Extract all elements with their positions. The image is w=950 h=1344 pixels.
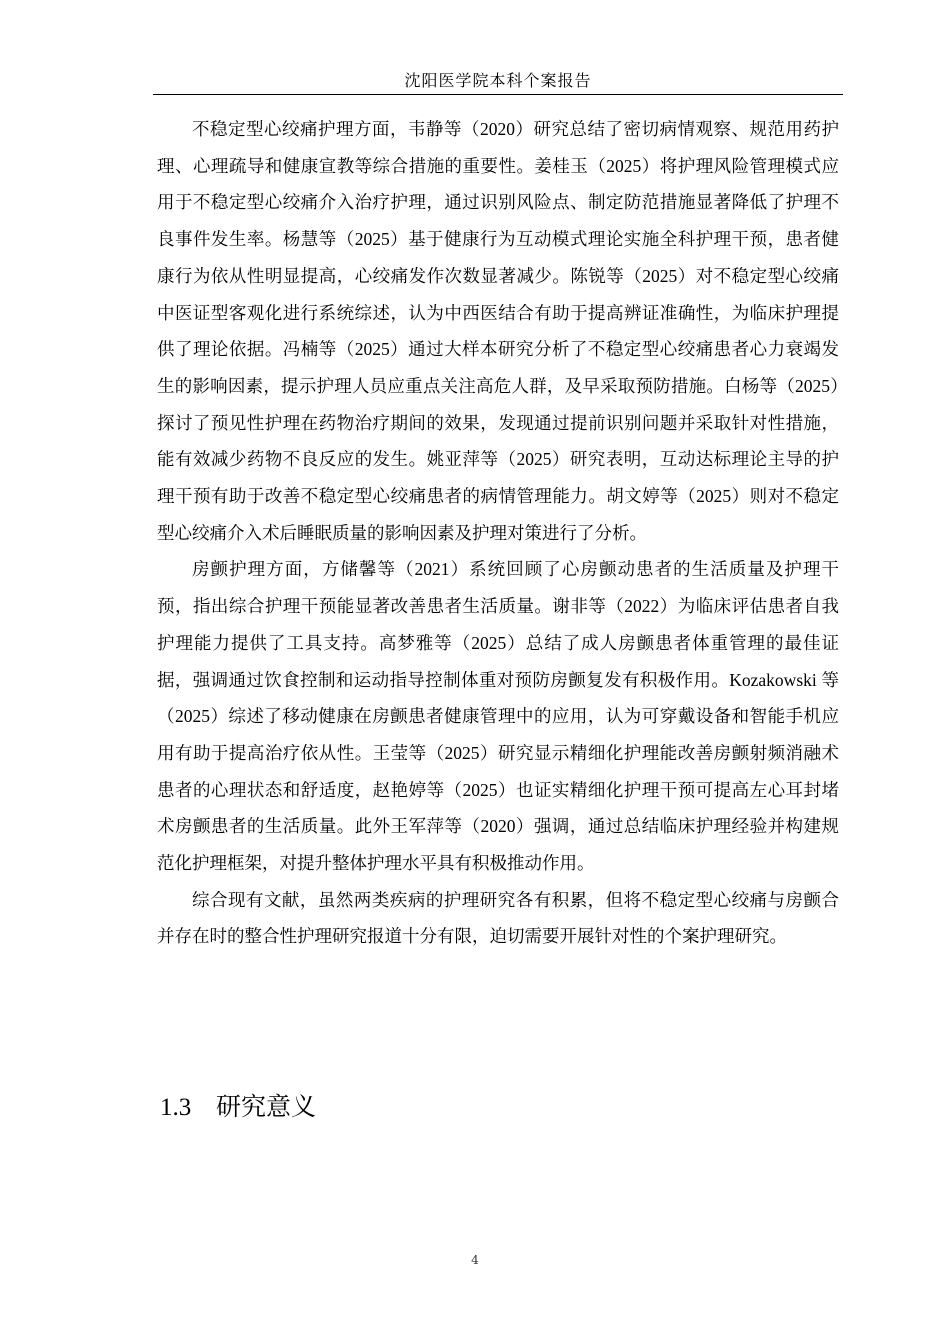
paragraph-unstable-angina: 不稳定型心绞痛护理方面，韦静等（2020）研究总结了密切病情观察、规范用药护理、心理疏导和健康宣教等综合措施的重要性。姜桂玉（2025）将护理风险管理模式应用于不稳定型心绞痛介入治疗护理，通过识别风险点、制定防范措施显著降低了护理不良事件发生率。杨慧等（2025）基于健康行为互动模式理论实施全科护理干预，患者健康行为依从性明显提高，心绞痛发作次数显著减少。陈锐等（2025）对不稳定型心绞痛中医证型客观化进行系统综述，认为中西医结合有助于提高辨证准确性，为临床护理提供了理论依据。冯楠等（2025）通过大样本研究分析了不稳定型心绞痛患者心力衰竭发生的影响因素，提示护理人员应重点关注高危人群，及早采取预防措施。白杨等（2025）探讨了预见性护理在药物治疗期间的效果，发现通过提前识别问题并采取针对性措施，能有效减少药物不良反应的发生。姚亚萍等（2025）研究表明，互动达标理论主导的护理干预有助于改善不稳定型心绞痛患者的病情管理能力。胡文婷等（2025）则对不稳定型心绞痛介入术后睡眠质量的影响因素及护理对策进行了分析。 — [157, 119, 839, 543]
paragraph-summary: 综合现有文献，虽然两类疾病的护理研究各有积累，但将不稳定型心绞痛与房颤合并存在时的整合性护理研究报道十分有限，迫切需要开展针对性的个案护理研究。 — [157, 889, 839, 947]
body-text — [157, 111, 839, 955]
section-heading — [160, 1090, 316, 1126]
header-divider — [153, 94, 843, 95]
paragraph-atrial-fibrillation: 房颤护理方面，方储馨等（2021）系统回顾了心房颤动患者的生活质量及护理干预，指出综合护理干预能显著改善患者生活质量。谢非等（2022）为临床评估患者自我护理能力提供了工具支持。高梦雅等（2025）总结了成人房颤患者体重管理的最佳证据，强调通过饮食控制和运动指导控制体重对预防房颤复发有积极作用。Kozakowski 等（2025）综述了移动健康在房颤患者健康管理中的应用，认为可穿戴设备和智能手机应用有助于提高治疗依从性。王莹等（2025）研究显示精细化护理能改善房颤射频消融术患者的心理状态和舒适度，赵艳婷等（2025）也证实精细化护理干预可提高左心耳封堵术房颤患者的生活质量。此外王军萍等（2020）强调，通过总结临床护理经验并构建规范化护理框架，对提升整体护理水平具有积极推动作用。 — [157, 559, 839, 874]
page-header: 沈阳医学院本科个案报告 — [404, 71, 592, 90]
section-title: 研究意义 — [216, 1094, 317, 1121]
page-number: 4 — [471, 1253, 479, 1267]
section-number: 1.3 — [160, 1094, 192, 1121]
